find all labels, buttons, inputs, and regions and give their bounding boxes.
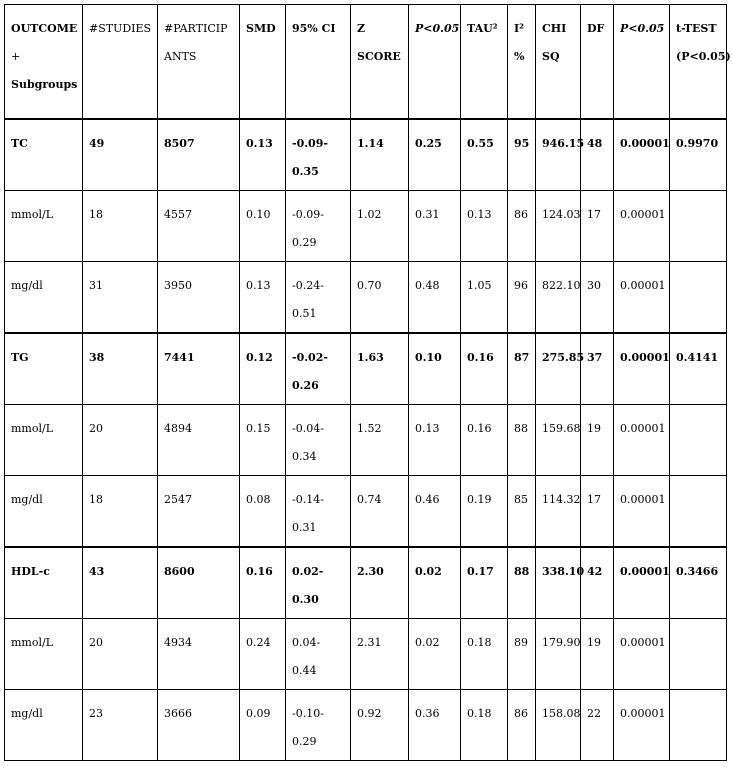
cell-smd: 0.08	[240, 476, 286, 548]
cell-smd: 0.13	[240, 119, 286, 191]
header-p1: P<0.05	[409, 5, 461, 120]
cell-chi: 158.08	[536, 690, 581, 761]
cell-p: 0.46	[409, 476, 461, 548]
cell-studies: 23	[83, 690, 158, 761]
cell-p2: 0.00001	[614, 690, 670, 761]
cell-t	[670, 690, 727, 761]
cell-outcome: mmol/L	[5, 191, 83, 262]
table-row-subgroup	[5, 191, 727, 262]
table-row-subgroup	[5, 690, 727, 761]
cell-ci: -0.02- 0.26	[286, 333, 351, 405]
cell-z: 1.02	[351, 191, 409, 262]
results-table	[4, 4, 731, 761]
cell-chi: 114.32	[536, 476, 581, 548]
header-row	[5, 5, 727, 120]
cell-t: 0.9970	[670, 119, 727, 191]
cell-chi: 338.10	[536, 547, 581, 619]
cell-outcome: mmol/L	[5, 619, 83, 690]
table-row-main	[5, 547, 727, 619]
cell-participants: 4894	[158, 405, 240, 476]
cell-participants: 3950	[158, 262, 240, 334]
cell-df: 37	[581, 333, 614, 405]
cell-p2: 0.00001	[614, 476, 670, 548]
cell-studies: 49	[83, 119, 158, 191]
cell-i2: 87	[508, 333, 536, 405]
cell-studies: 18	[83, 191, 158, 262]
cell-df: 17	[581, 191, 614, 262]
cell-tau: 0.17	[461, 547, 508, 619]
table-row-subgroup	[5, 262, 727, 334]
cell-i2: 85	[508, 476, 536, 548]
cell-z: 1.52	[351, 405, 409, 476]
header-p2: P<0.05	[614, 5, 670, 120]
header-participants: #PARTICIP ANTS	[158, 5, 240, 120]
cell-z: 0.70	[351, 262, 409, 334]
header-ci: 95% CI	[286, 5, 351, 120]
cell-outcome: mg/dl	[5, 690, 83, 761]
cell-outcome: mmol/L	[5, 405, 83, 476]
cell-z: 1.14	[351, 119, 409, 191]
cell-z: 2.31	[351, 619, 409, 690]
cell-p2: 0.00001	[614, 119, 670, 191]
cell-df: 30	[581, 262, 614, 334]
cell-p2: 0.00001	[614, 619, 670, 690]
cell-tau: 0.13	[461, 191, 508, 262]
cell-i2: 96	[508, 262, 536, 334]
cell-smd: 0.13	[240, 262, 286, 334]
table-row-main	[5, 333, 727, 405]
cell-p: 0.02	[409, 619, 461, 690]
cell-participants: 4934	[158, 619, 240, 690]
cell-ci: -0.14- 0.31	[286, 476, 351, 548]
cell-tau: 0.16	[461, 333, 508, 405]
cell-ci: -0.10- 0.29	[286, 690, 351, 761]
header-smd: SMD	[240, 5, 286, 120]
cell-df: 19	[581, 405, 614, 476]
cell-participants: 8507	[158, 119, 240, 191]
cell-outcome: mg/dl	[5, 262, 83, 334]
cell-p: 0.10	[409, 333, 461, 405]
cell-t	[670, 476, 727, 548]
cell-df: 22	[581, 690, 614, 761]
cell-studies: 18	[83, 476, 158, 548]
cell-smd: 0.10	[240, 191, 286, 262]
cell-p2: 0.00001	[614, 333, 670, 405]
header-z: Z SCORE	[351, 5, 409, 120]
cell-t	[670, 405, 727, 476]
cell-t	[670, 191, 727, 262]
cell-studies: 31	[83, 262, 158, 334]
cell-participants: 7441	[158, 333, 240, 405]
cell-outcome: HDL-c	[5, 547, 83, 619]
cell-df: 42	[581, 547, 614, 619]
cell-smd: 0.16	[240, 547, 286, 619]
header-tau: TAU²	[461, 5, 508, 120]
cell-df: 19	[581, 619, 614, 690]
cell-participants: 2547	[158, 476, 240, 548]
cell-chi: 159.68	[536, 405, 581, 476]
cell-participants: 3666	[158, 690, 240, 761]
table-row-main	[5, 119, 727, 191]
cell-smd: 0.12	[240, 333, 286, 405]
cell-i2: 88	[508, 547, 536, 619]
cell-tau: 0.55	[461, 119, 508, 191]
cell-outcome: TC	[5, 119, 83, 191]
cell-p: 0.13	[409, 405, 461, 476]
header-outcome: OUTCOME + Subgroups	[5, 5, 83, 120]
cell-p2: 0.00001	[614, 191, 670, 262]
cell-ci: -0.09- 0.35	[286, 119, 351, 191]
cell-participants: 8600	[158, 547, 240, 619]
cell-tau: 0.19	[461, 476, 508, 548]
cell-participants: 4557	[158, 191, 240, 262]
cell-tau: 0.18	[461, 619, 508, 690]
cell-tau: 0.16	[461, 405, 508, 476]
cell-i2: 86	[508, 690, 536, 761]
cell-t	[670, 262, 727, 334]
cell-chi: 179.90	[536, 619, 581, 690]
header-i2: I² %	[508, 5, 536, 120]
cell-p: 0.02	[409, 547, 461, 619]
header-studies: #STUDIES	[83, 5, 158, 120]
cell-tau: 0.18	[461, 690, 508, 761]
cell-p: 0.48	[409, 262, 461, 334]
cell-studies: 20	[83, 405, 158, 476]
cell-outcome: mg/dl	[5, 476, 83, 548]
cell-z: 2.30	[351, 547, 409, 619]
cell-chi: 822.10	[536, 262, 581, 334]
cell-studies: 43	[83, 547, 158, 619]
cell-z: 0.92	[351, 690, 409, 761]
cell-t	[670, 619, 727, 690]
cell-ci: 0.04- 0.44	[286, 619, 351, 690]
cell-p2: 0.00001	[614, 405, 670, 476]
table-row-subgroup	[5, 405, 727, 476]
cell-smd: 0.24	[240, 619, 286, 690]
cell-chi: 946.15	[536, 119, 581, 191]
cell-ci: -0.09- 0.29	[286, 191, 351, 262]
cell-ci: -0.24- 0.51	[286, 262, 351, 334]
cell-i2: 95	[508, 119, 536, 191]
cell-p: 0.36	[409, 690, 461, 761]
table-row-subgroup	[5, 476, 727, 548]
cell-ci: 0.02- 0.30	[286, 547, 351, 619]
cell-tau: 1.05	[461, 262, 508, 334]
cell-t: 0.4141	[670, 333, 727, 405]
cell-studies: 38	[83, 333, 158, 405]
cell-p: 0.31	[409, 191, 461, 262]
cell-i2: 86	[508, 191, 536, 262]
cell-df: 48	[581, 119, 614, 191]
table-row-subgroup	[5, 619, 727, 690]
cell-z: 0.74	[351, 476, 409, 548]
cell-i2: 89	[508, 619, 536, 690]
cell-z: 1.63	[351, 333, 409, 405]
header-chi: CHI SQ	[536, 5, 581, 120]
cell-smd: 0.09	[240, 690, 286, 761]
cell-p: 0.25	[409, 119, 461, 191]
cell-i2: 88	[508, 405, 536, 476]
cell-studies: 20	[83, 619, 158, 690]
cell-smd: 0.15	[240, 405, 286, 476]
cell-outcome: TG	[5, 333, 83, 405]
cell-chi: 275.85	[536, 333, 581, 405]
header-ttest: t-TEST (P<0.05)	[670, 5, 727, 120]
cell-p2: 0.00001	[614, 262, 670, 334]
cell-chi: 124.03	[536, 191, 581, 262]
cell-t: 0.3466	[670, 547, 727, 619]
header-df: DF	[581, 5, 614, 120]
cell-df: 17	[581, 476, 614, 548]
cell-p2: 0.00001	[614, 547, 670, 619]
cell-ci: -0.04- 0.34	[286, 405, 351, 476]
